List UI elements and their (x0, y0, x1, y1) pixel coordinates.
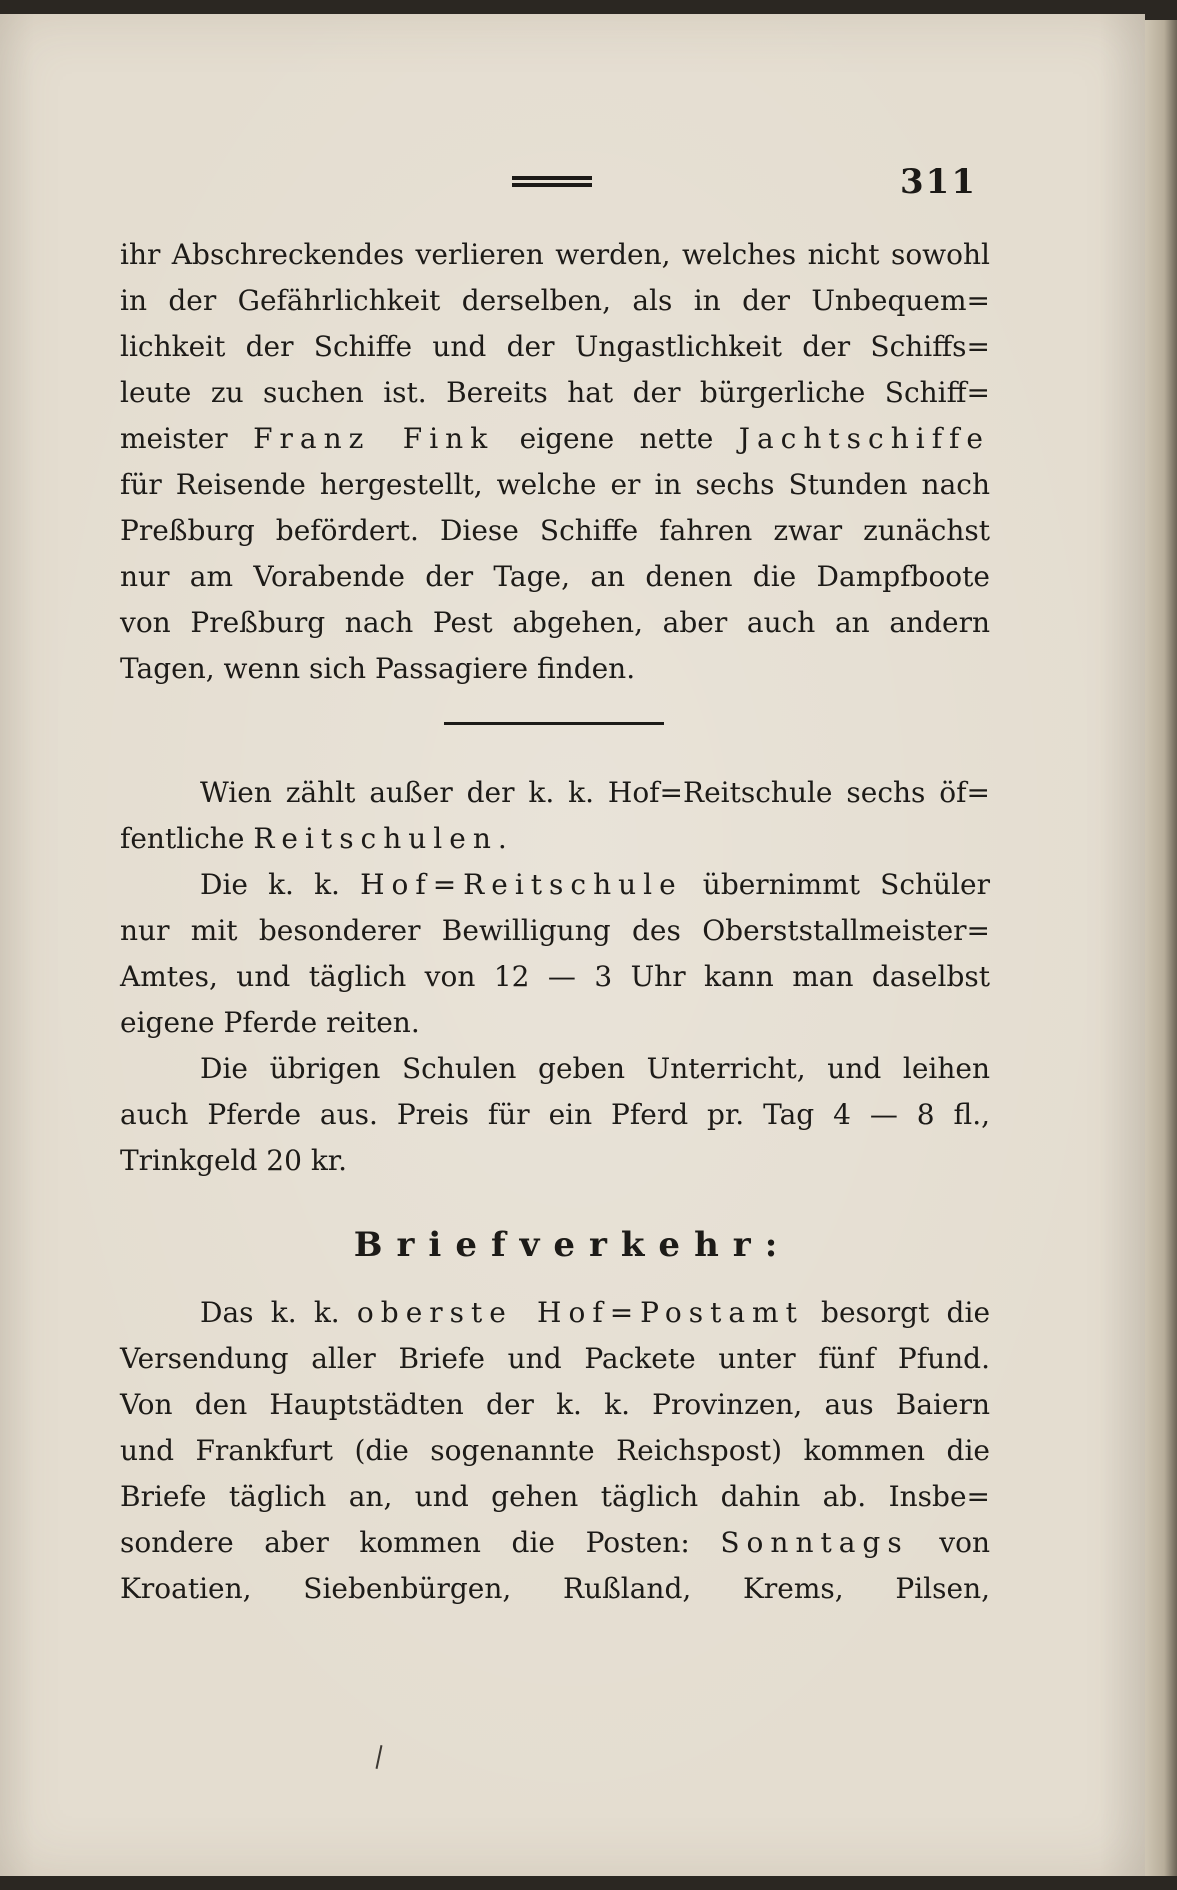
text-line: Trinkgeld 20 kr. (120, 1144, 347, 1177)
text-line: Amtes, und täglich von 12 — 3 Uhr kann man daselbst (120, 960, 990, 993)
text-line: ihr Abschreckendes verlieren werden, welches nicht sowohl (120, 238, 990, 271)
paragraph-riding-schools (120, 770, 990, 1184)
text-line: fentliche Reitschulen. (120, 822, 514, 855)
text-line: Versendung aller Briefe und Packete unter fünf Pfund. (120, 1342, 990, 1375)
text-line: Briefe täglich an, und gehen täglich dahin ab. Insbe= (120, 1480, 990, 1513)
paragraph-ship-travel (120, 232, 990, 692)
text-line: Tagen, wenn sich Passagiere finden. (120, 652, 636, 685)
text-line: leute zu suchen ist. Bereits hat der bürgerliche Schiff= (120, 376, 990, 409)
text-line: in der Gefährlichkeit derselben, als in der Unbequem= (120, 284, 990, 317)
text-line: Preßburg befördert. Diese Schiffe fahren zwar zunächst (120, 514, 990, 547)
text-line: nur am Vorabende der Tage, an denen die Dampfboote (120, 560, 990, 593)
text-line: Kroatien, Siebenbürgen, Rußland, Krems, Pilsen, (120, 1572, 990, 1605)
page-number: 311 (900, 162, 977, 202)
text-line: auch Pferde aus. Preis für ein Pferd pr. Tag 4 — 8 fl., (120, 1098, 990, 1131)
header-double-rule (512, 176, 592, 188)
text-line: und Frankfurt (die sogenannte Reichspost) kommen die (120, 1434, 990, 1467)
section-divider (444, 722, 664, 725)
page-edge (1145, 20, 1177, 1876)
text-line: von Preßburg nach Pest abgehen, aber auch an andern (120, 606, 990, 639)
page-header (0, 162, 1145, 202)
text-line: Die k. k. Hof=Reitschule übernimmt Schüler (200, 868, 990, 901)
text-line: für Reisende hergestellt, welche er in sechs Stunden nach (120, 468, 990, 501)
text-line: lichkeit der Schiffe und der Ungastlichkeit der Schiffs= (120, 330, 990, 363)
text-line: meister Franz Fink eigene nette Jachtschiffe (120, 422, 990, 455)
text-line: sondere aber kommen die Posten: Sonntags von (120, 1526, 991, 1559)
text-line: nur mit besonderer Bewilligung des Oberststallmeister= (120, 914, 990, 947)
text-line: Das k. k. oberste Hof=Postamt besorgt die (200, 1296, 991, 1329)
text-line: Von den Hauptstädten der k. k. Provinzen, aus Baiern (120, 1388, 990, 1421)
section-heading: Briefverkehr: (353, 1225, 792, 1265)
text-line: Wien zählt außer der k. k. Hof=Reitschule sechs öf= (200, 776, 990, 809)
paragraph-mail (120, 1290, 990, 1612)
text-line: eigene Pferde reiten. (120, 1006, 420, 1039)
text-line: Die übrigen Schulen geben Unterricht, und leihen (200, 1052, 990, 1085)
